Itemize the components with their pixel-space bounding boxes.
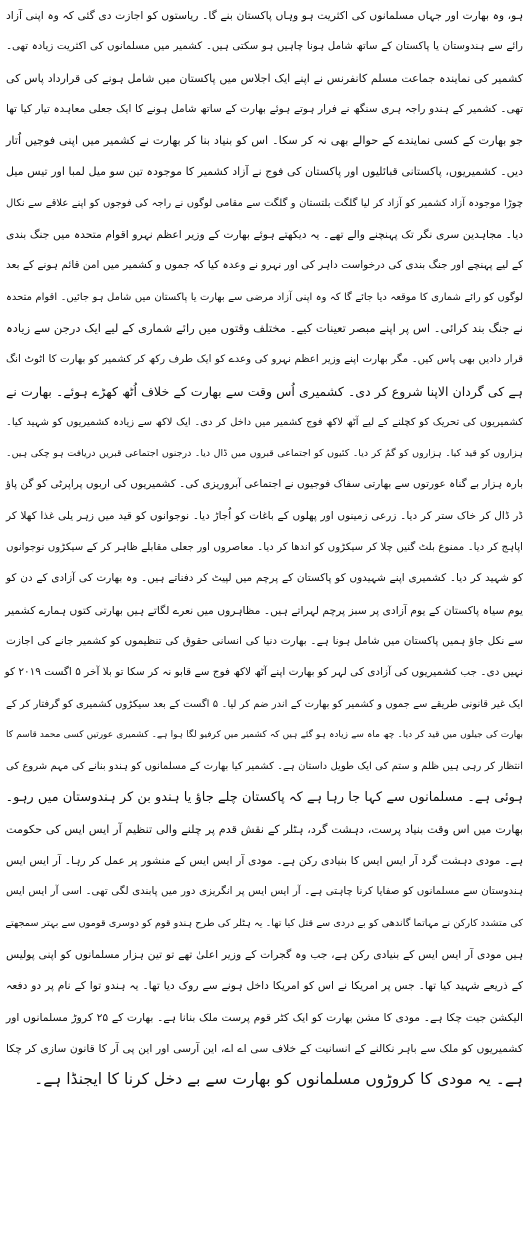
text-line-25: انتظار کر رہی ہیں ظلم و ستم کی ایک طویل داستان ہے۔ کشمیر کیا بھارت کے مسلمانوں کو ہندو بنانے کی مہم شروع کی: [6, 761, 523, 773]
text-line-31: ہیں مودی آر ایس ایس کے بنیادی رکن ہے، جب وہ گجرات کے وزیر اعلیٰ تھے تو تین ہزار مسلمانوں کو اپنی پولیس: [6, 947, 523, 961]
text-line-30: کی متشدد کارکن نے مہاتما گاندھی کو بے دردی سے قتل کیا تھا۔ یہ ہٹلر کی طرح ہندو قوم کو دوسری قوموں سے بہتر سمجھتے: [5, 917, 523, 929]
text-line-15: ہزاروں کو قید کیا۔ ہزاروں کو گمُ کر دیا۔ کئیوں کو اجتماعی قبروں میں ڈال دیا۔ درجنوں اجتماعی قبریں دریافت ہو چکی ہیں۔: [6, 448, 523, 460]
text-line-27: بھارت میں اس وقت بنیاد پرست، دہشت گرد، ہٹلر کے نقش قدم پر چلنے والی تنظیم آر ایس ایس کی حکومت: [6, 822, 523, 836]
text-line-14: کشمیریوں کی تحریک کو کچلنے کے لیے آٹھ لاکھ فوج کشمیر میں داخل کر دی۔ ایک لاکھ سے زیادہ کشمیریوں کو شہید کیا۔: [6, 416, 523, 428]
text-line-7: چوڑا موجودہ آزاد کشمیر کو آزاد کر لیا گلگت بلتستان و گلگت سے مقامی لوگوں نے راجہ کی فوجوں کو اپنے علاقے سے نکال: [6, 197, 523, 209]
text-line-9: کے لیے پہنچے اور جنگ بندی کی درخواست داہر کی اور نہرو نے وعدہ کیا کہ جموں و کشمیر میں امن قائم ہونے کے بعد: [6, 259, 523, 272]
text-line-19: کو شہید کر دیا۔ کشمیری اپنے شہیدوں کو پاکستان کے پرچم میں لپیٹ کر دفناتے ہیں۔ وہ بھارت کی آزادی کے دن کو: [6, 572, 523, 585]
text-line-12: قرار دادیں بھی پاس کیں۔ مگر بھارت اپنے وزیر اعظم نہرو کی وعدے کو ایک طرف رکھ کر کشمیر کو بھارت کا اٹوٹ انگ: [6, 353, 523, 366]
text-line-22: نہیں دی۔ جب کشمیریوں کی آزادی کی لہر کو بھارت اپنے آٹھ لاکھ فوج سے قابو نہ کر سکا تو بلا آخر ۵ اگست ۲۰۱۹ کو: [4, 666, 523, 679]
text-line-13: ہے کی گردان الاپنا شروع کر دی۔ کشمیری اُس وقت سے بھارت کے خلاف اُٹھ کھڑے ہوئے۔ بھارت نے: [6, 383, 523, 399]
text-line-18: اپاہج کر دیا۔ ممنوع بلٹ گنیں چلا کر سیکڑوں کو اندھا کر دیا۔ معاصروں اور جعلی مقابلے ظاہر کر کے سیکڑوں نوجوانوں: [6, 541, 523, 554]
text-line-6: دیں۔ کشمیریوں، پاکستانی قبائلیوں اور پاکستان کی فوج نے آزاد کشمیر کا موجودہ تین سو میل لمبا اور تیس میل: [6, 165, 523, 179]
text-line-21: سے نکل جاؤ ہمیں پاکستان میں شامل ہونا ہے۔ بھارت دنیا کی انسانی حقوق کی تنظیموں کو کشمیر جانے کی اجازت: [6, 634, 523, 647]
text-line-1: ہو، وہ بھارت اور جہاں مسلمانوں کی اکثریت ہو وہاں پاکستان بنے گا۔ ریاستوں کو اجازت دی گئی کہ وہ اپنی آزاد: [6, 9, 523, 22]
text-line-2: رائے سے ہندوستان یا پاکستان کے ساتھ شامل ہونا چاہیں ہو سکتی ہیں۔ کشمیر میں مسلمانوں کی اکثریت زیادہ تھی۔: [6, 40, 523, 53]
text-line-28: ہے۔ مودی دہشت گرد آر ایس ایس کا بنیادی رکن ہے۔ مودی آر ایس ایس کے منشور پر عمل کر رہا۔ آر ایس ایس: [6, 854, 523, 868]
text-line-16: بارہ ہزار بے گناہ عورتوں سے بھارتی سفاک فوجیوں نے اجتماعی آبروریزی کی۔ کشمیریوں کی اربوں پراپرٹی کو گن پاؤ: [5, 478, 523, 491]
text-line-5: جو بھارت کے کسی نمایندے کے حوالے بھی نہ کر سکا۔ اس کو بنیاد بنا کر بھارت نے کشمیر میں اپنی فوجیں اُتار: [6, 134, 523, 148]
text-line-29: ہندوستان سے مسلمانوں کو صفایا کرنا چاہتی ہے۔ آر ایس ایس پر انگریزی دور میں پابندی لگی تھی۔ اسی آر ایس ایس: [6, 885, 523, 898]
text-line-32: کے ذریعے شہید کیا تھا۔ جس پر امریکا نے اس کو امریکا داخل ہونے سے روک دیا تھا۔ یہ ہندو توا کے نام پر دو دفعہ: [6, 979, 523, 993]
text-line-26: ہوئی ہے۔ مسلمانوں سے کہا جا رہا ہے کہ پاکستان چلے جاؤ یا ہندو بن کر ہندوستان میں رہو۔: [5, 790, 523, 806]
text-line-35: ہے۔ یہ مودی کا کروڑوں مسلمانوں کو بھارت سے بے دخل کرنا کا ایجنڈا ہے۔: [34, 1070, 523, 1089]
text-line-4: تھی۔ کشمیر کے ہندو راجہ ہری سنگھ نے فرار ہوتے ہوئے بھارت کے ساتھ شامل ہونے کا ایک جعلی معاہدہ تیار کیا تھا: [6, 102, 523, 115]
text-line-33: الیکشن جیت چکا ہے۔ مودی کا مشن بھارت کو ایک کٹر قوم پرست ملک بنانا ہے۔ بھارت کے ۲۵ کروڑ مسلمانوں اور: [6, 1010, 523, 1024]
text-line-17: ڈر ڈال کر خاک ستر کر دیا۔ زرعی زمینوں اور پھلوں کے باغات کو اُجاڑ دیا۔ نوجوانوں کو قید میں زہر یلی غذا کھلا کر: [6, 509, 523, 522]
text-line-3: کشمیر کی نمایندہ جماعت مسلم کانفرنس نے اپنے ایک اجلاس میں پاکستان میں شامل ہونے کی قرارداد پاس کی: [6, 71, 523, 85]
text-line-11: نے جنگ بند کرائی۔ اس پر اپنے مبصر تعینات کیے۔ مختلف وقتوں میں رائے شماری کے لیے ایک درجن سے زیادہ: [6, 320, 523, 335]
text-line-20: یوم سیاہ پاکستان کے یوم آزادی پر سبز پرچم لہراتے ہیں۔ مظاہروں میں نعرے لگاتے ہیں بھارتی کتوں ہمارے کشمیر: [5, 603, 523, 617]
text-line-24: بھارت کی جیلوں میں قید کر دیا۔ چھ ماہ سے زیادہ ہو گئے ہیں کہ کشمیر میں کرفیو لگا ہوا ہے۔ کشمیری عورتیں کسی محمد قاسم کا: [6, 729, 523, 740]
text-line-8: دیا۔ مجاہدین سری نگر تک پہنچنے والے تھے۔ یہ دیکھتے ہوئے بھارت کے وزیر اعظم نہرو اقوام متحدہ میں جنگ بندی: [6, 228, 523, 242]
text-line-10: لوگوں کو رائے شماری کا موقعہ دیا جائے گا کہ وہ اپنی آزاد مرضی سے بھارت یا پاکستان میں شامل ہو جائیں۔ اقوام متحدہ: [6, 291, 523, 303]
text-line-34: کشمیریوں کو ملک سے باہر نکالنے کے انسانیت کے خلاف سی اے اے، این آرسی اور این پی آر کا قانون سازی کر چکا: [6, 1041, 523, 1055]
text-line-23: ایک غیر قانونی طریقے سے جموں و کشمیر کو بھارت کے اندر ضم کر لیا۔ ۵ اگست کے بعد سیکڑوں کشمیری کو گرفتار کر کے: [6, 698, 523, 710]
